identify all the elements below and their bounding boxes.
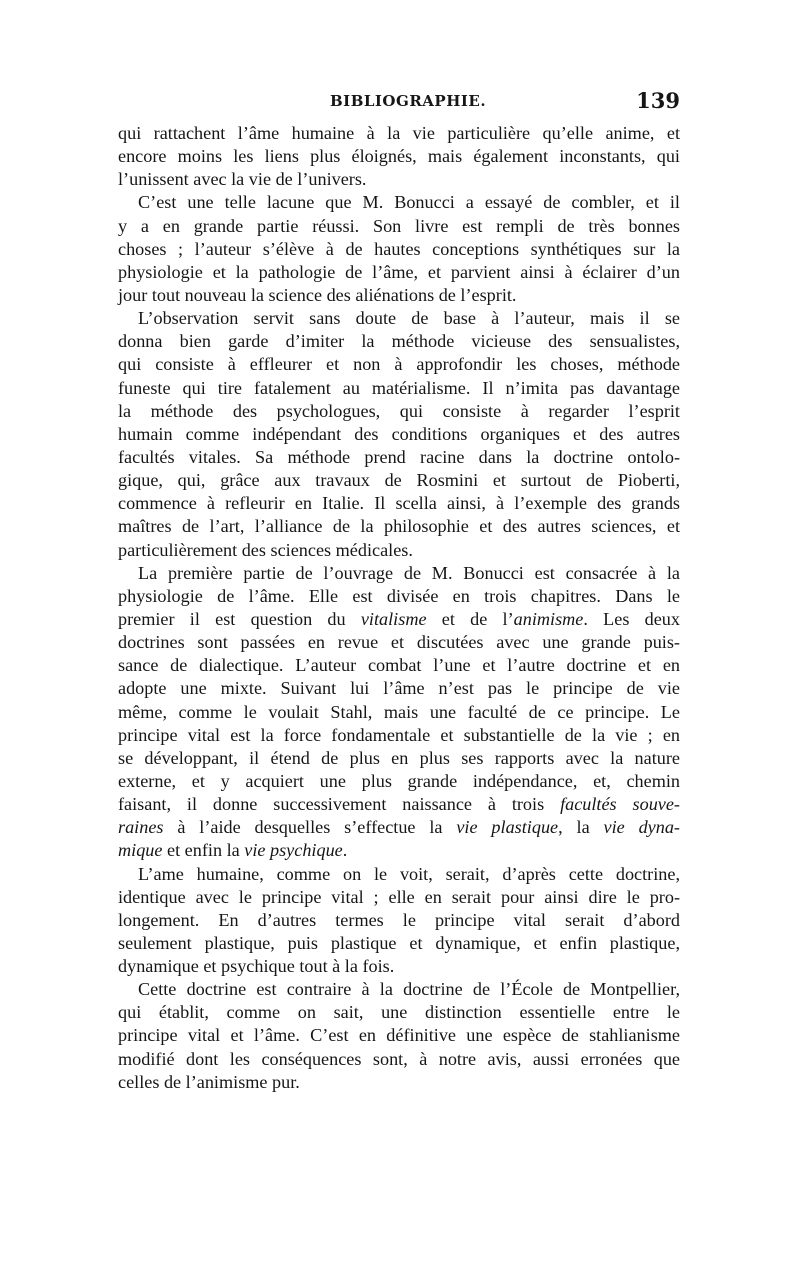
italic-term: facultés souve- bbox=[560, 794, 680, 815]
text-line: longement. En d’autres termes le principe vital serait d’abord bbox=[118, 909, 680, 930]
text-line: faisant, il donne successivement naissance à trois facultés souve- bbox=[118, 794, 680, 815]
text-line: qui consiste à effleurer et non à approfondir les choses, méthode bbox=[118, 354, 680, 375]
page-number: 139 bbox=[636, 88, 680, 113]
text-line: dynamique et psychique tout à la fois. bbox=[118, 956, 395, 977]
text-line: mique et enfin la vie psychique. bbox=[118, 840, 348, 861]
text-line: principe vital est la force fondamentale et substantielle de la vie ; en bbox=[118, 724, 680, 745]
italic-term: raines bbox=[118, 817, 164, 838]
italic-term: vie plastique bbox=[456, 817, 559, 838]
text-line: principe vital et l’âme. C’est en définitive une espèce de stahlianisme bbox=[118, 1025, 680, 1046]
text-line: encore moins les liens plus éloignés, mais également inconstants, qui bbox=[118, 146, 680, 167]
text-line: La première partie de l’ouvrage de M. Bonucci est consacrée à la bbox=[138, 562, 680, 583]
text-line: y a en grande partie réussi. Son livre est rempli de très bonnes bbox=[118, 215, 680, 236]
text-line: adopte une mixte. Suivant lui l’âme n’est pas le principe de vie bbox=[118, 678, 680, 699]
text-line: se développant, il étend de plus en plus ses rapports avec la nature bbox=[118, 747, 680, 768]
text-line: maîtres de l’art, l’alliance de la philosophie et des autres sciences, et bbox=[118, 516, 680, 537]
running-head bbox=[118, 88, 680, 122]
text-line: humain comme indépendant des conditions organiques et des autres bbox=[118, 423, 680, 444]
text-line: gique, qui, grâce aux travaux de Rosmini et surtout de Pioberti, bbox=[118, 470, 680, 491]
text-line: L’observation servit sans doute de base à l’auteur, mais il se bbox=[138, 308, 680, 329]
text-line: qui établit, comme on sait, une distinction essentielle entre le bbox=[118, 1002, 680, 1023]
running-title: BIBLIOGRAPHIE. bbox=[330, 92, 487, 110]
text-line: Cette doctrine est contraire à la doctrine de l’École de Montpellier, bbox=[138, 979, 680, 1000]
text-line: physiologie et la pathologie de l’âme, et parvient ainsi à éclairer d’un bbox=[118, 261, 680, 282]
text-line: doctrines sont passées en revue et discutées avec une grande puis- bbox=[118, 632, 680, 653]
italic-term: vie dyna- bbox=[603, 817, 680, 838]
text-line: raines à l’aide desquelles s’effectue la vie plastique, la vie dyna- bbox=[118, 817, 680, 838]
italic-term: vie psychique bbox=[244, 840, 343, 861]
text-line: la méthode des psychologues, qui consiste à regarder l’esprit bbox=[118, 400, 680, 421]
book-page bbox=[118, 88, 680, 1094]
text-line: funeste qui tire fatalement au matérialisme. Il n’imita pas davantage bbox=[118, 377, 680, 398]
text-line: commence à refleurir en Italie. Il scella ainsi, à l’exemple des grands bbox=[118, 493, 680, 514]
italic-term: vitalisme bbox=[360, 608, 427, 629]
text-line: L’ame humaine, comme on le voit, serait, d’après cette doctrine, bbox=[138, 863, 680, 884]
italic-term: mique bbox=[118, 840, 163, 861]
text-line: l’unissent avec la vie de l’univers. bbox=[118, 169, 367, 190]
text-line: facultés vitales. Sa méthode prend racine dans la doctrine ontolo- bbox=[118, 446, 680, 467]
body-text bbox=[118, 122, 680, 1094]
text-line: sance de dialectique. L’auteur combat l’une et l’autre doctrine et en bbox=[118, 655, 680, 676]
text-line: choses ; l’auteur s’élève à de hautes conceptions synthétiques sur la bbox=[118, 238, 680, 259]
text-line: même, comme le voulait Stahl, mais une faculté de ce principe. Le bbox=[118, 701, 680, 722]
text-line: jour tout nouveau la science des aliénations de l’esprit. bbox=[118, 284, 517, 305]
text-line: externe, et y acquiert une plus grande indépendance, et, chemin bbox=[118, 770, 680, 791]
text-line: qui rattachent l’âme humaine à la vie particulière qu’elle anime, et bbox=[118, 123, 680, 143]
italic-term: animisme bbox=[513, 608, 584, 629]
text-line: identique avec le principe vital ; elle en serait pour ainsi dire le pro- bbox=[118, 886, 680, 907]
text-line: physiologie de l’âme. Elle est divisée en trois chapitres. Dans le bbox=[118, 585, 680, 606]
text-line: modifié dont les conséquences sont, à notre avis, aussi erronées que bbox=[118, 1048, 680, 1069]
text-line: donna bien garde d’imiter la méthode vicieuse des sensualistes, bbox=[118, 331, 680, 352]
text-line: particulièrement des sciences médicales. bbox=[118, 539, 413, 560]
text-line: premier il est question du vitalisme et de l’animisme. Les deux bbox=[118, 608, 680, 629]
text-line: seulement plastique, puis plastique et dynamique, et enfin plastique, bbox=[118, 932, 680, 953]
text-line: C’est une telle lacune que M. Bonucci a essayé de combler, et il bbox=[138, 192, 680, 213]
text-line: celles de l’animisme pur. bbox=[118, 1071, 300, 1092]
